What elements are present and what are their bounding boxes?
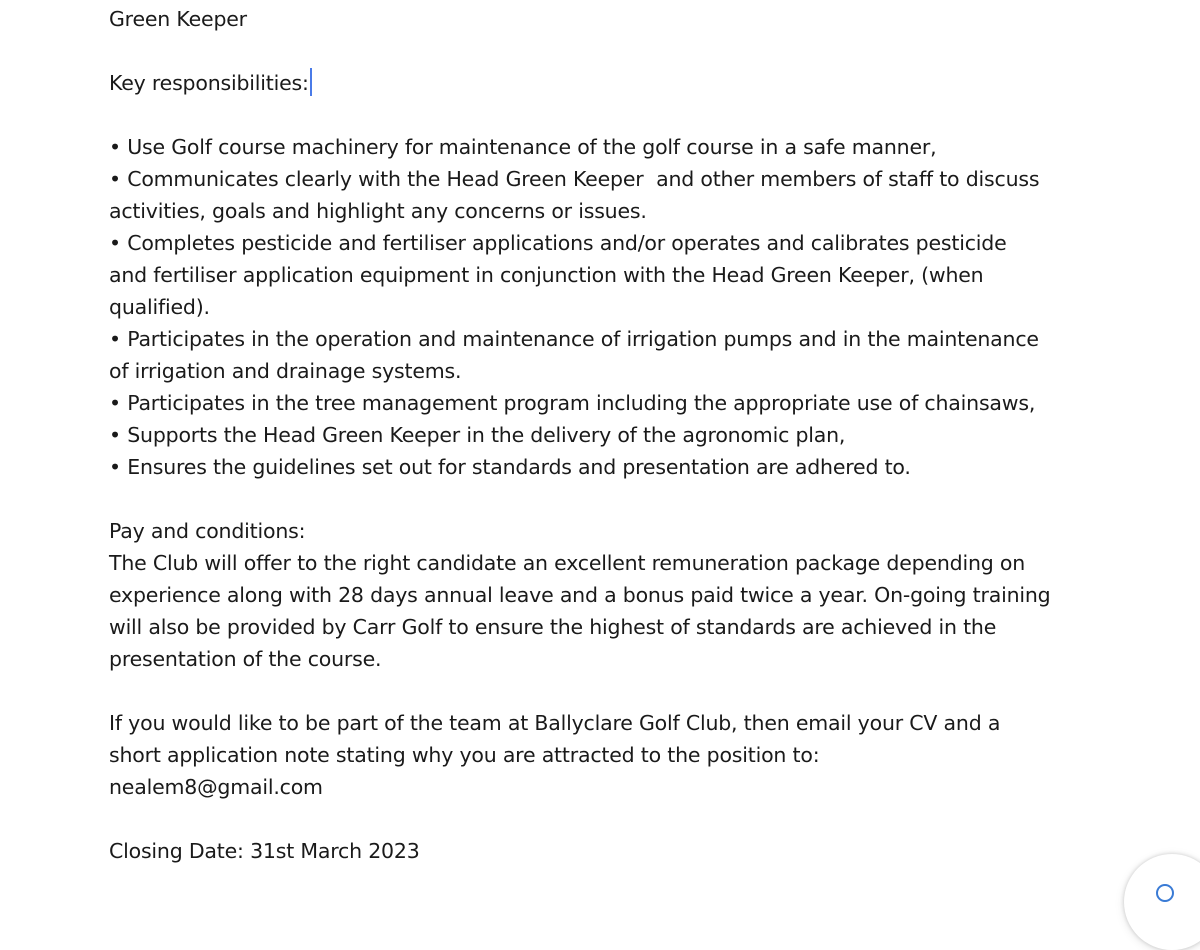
- floating-action-button[interactable]: [1124, 854, 1200, 950]
- paragraph-line: If you would like to be part of the team at Ballyclare Golf Club, then email your CV and a: [109, 711, 1001, 735]
- blank-line: [109, 803, 1109, 835]
- responsibilities-list: [109, 131, 1109, 483]
- list-item: • Completes pesticide and fertiliser applications and/or operates and calibrates pesticide: [109, 231, 1007, 255]
- list-item: • Ensures the guidelines set out for standards and presentation are adhered to.: [109, 455, 911, 479]
- blank-line: [109, 99, 1109, 131]
- list-item: • Participates in the tree management program including the appropriate use of chainsaws,: [109, 391, 1036, 415]
- responsibilities-heading-text: Key responsibilities:: [109, 71, 309, 95]
- list-item: • Communicates clearly with the Head Green Keeper and other members of staff to discuss: [109, 167, 1040, 191]
- closing-date: Closing Date: 31st March 2023: [109, 839, 420, 863]
- blank-line: [109, 35, 1109, 67]
- list-item-continuation: and fertiliser application equipment in conjunction with the Head Green Keeper, (when: [109, 263, 984, 287]
- search-icon: [1156, 884, 1174, 902]
- paragraph-line: experience along with 28 days annual leave and a bonus paid twice a year. On-going training: [109, 583, 1051, 607]
- document-body[interactable]: [109, 3, 1109, 867]
- blank-line: [109, 483, 1109, 515]
- contact-email: nealem8@gmail.com: [109, 775, 323, 799]
- apply-paragraph: [109, 707, 1109, 803]
- list-item: • Use Golf course machinery for maintenance of the golf course in a safe manner,: [109, 135, 937, 159]
- responsibilities-heading: [109, 67, 1109, 99]
- list-item-continuation: qualified).: [109, 295, 210, 319]
- blank-line: [109, 675, 1109, 707]
- pay-paragraph: [109, 547, 1109, 675]
- list-item: • Participates in the operation and maintenance of irrigation pumps and in the maintenance: [109, 327, 1039, 351]
- list-item-continuation: activities, goals and highlight any concerns or issues.: [109, 199, 647, 223]
- text-cursor: [310, 68, 312, 96]
- list-item: • Supports the Head Green Keeper in the delivery of the agronomic plan,: [109, 423, 846, 447]
- paragraph-line: presentation of the course.: [109, 647, 382, 671]
- paragraph-line: short application note stating why you are attracted to the position to:: [109, 743, 820, 767]
- pay-heading: Pay and conditions:: [109, 519, 306, 543]
- paragraph-line: The Club will offer to the right candidate an excellent remuneration package depending on: [109, 551, 1026, 575]
- doc-title: Green Keeper: [109, 7, 247, 31]
- paragraph-line: will also be provided by Carr Golf to ensure the highest of standards are achieved in the: [109, 615, 997, 639]
- list-item-continuation: of irrigation and drainage systems.: [109, 359, 462, 383]
